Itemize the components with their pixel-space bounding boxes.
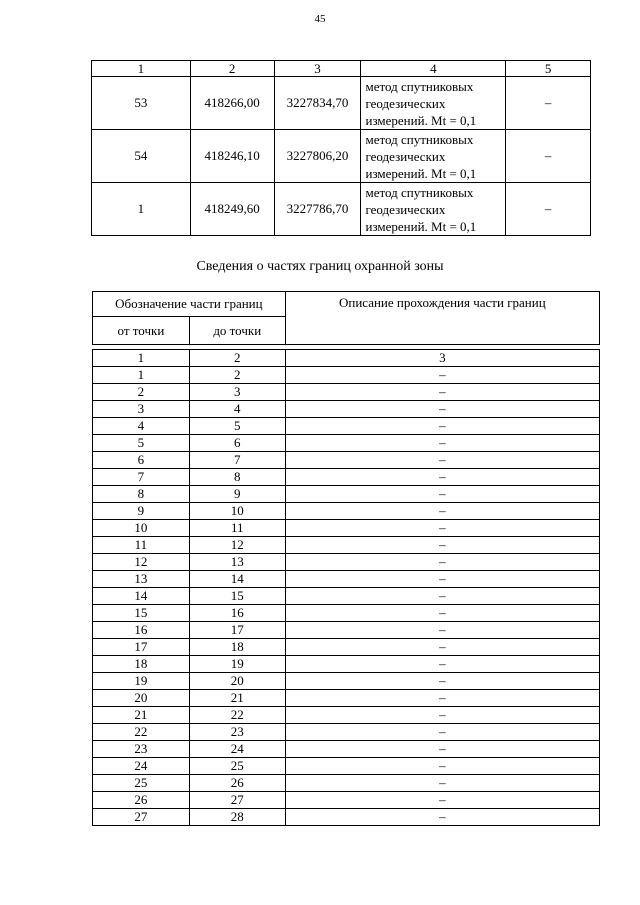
note-cell: –: [506, 183, 591, 236]
description: –: [285, 656, 599, 673]
from-point: 26: [93, 792, 190, 809]
from-point: 16: [93, 622, 190, 639]
from-point: 25: [93, 775, 190, 792]
description: –: [285, 605, 599, 622]
to-point: 11: [189, 520, 285, 537]
to-point: 18: [189, 639, 285, 656]
point-number: 1: [92, 183, 191, 236]
from-point: 11: [93, 537, 190, 554]
method-line: метод спутниковых: [365, 131, 474, 147]
coordinates-header-row: [92, 61, 591, 77]
method-line: измерений. Mt = 0,1: [365, 218, 477, 234]
from-point: 6: [93, 452, 190, 469]
table-row: [93, 452, 600, 469]
description: –: [285, 469, 599, 486]
table-row: [93, 622, 600, 639]
note-cell: –: [506, 77, 591, 130]
header-from-point: от точки: [93, 317, 190, 345]
to-point: 15: [189, 588, 285, 605]
description: –: [285, 418, 599, 435]
from-point: 10: [93, 520, 190, 537]
table-row: [93, 503, 600, 520]
table-row: [93, 792, 600, 809]
to-point: 6: [189, 435, 285, 452]
description: –: [285, 435, 599, 452]
description: –: [285, 690, 599, 707]
from-point: 27: [93, 809, 190, 826]
from-point: 7: [93, 469, 190, 486]
header-to-point: до точки: [189, 317, 285, 345]
description: –: [285, 809, 599, 826]
column-number-4: 4: [361, 61, 506, 77]
to-point: 25: [189, 758, 285, 775]
from-point: 1: [93, 367, 190, 384]
from-point: 4: [93, 418, 190, 435]
from-point: 8: [93, 486, 190, 503]
coordinate-y: 3227786,70: [274, 183, 361, 236]
column-number-3: 3: [285, 350, 599, 367]
table-row: [93, 469, 600, 486]
to-point: 23: [189, 724, 285, 741]
to-point: 9: [189, 486, 285, 503]
table-row: [93, 367, 600, 384]
table-row: [93, 588, 600, 605]
to-point: 7: [189, 452, 285, 469]
description: –: [285, 588, 599, 605]
coordinate-y: 3227806,20: [274, 130, 361, 183]
from-point: 17: [93, 639, 190, 656]
table-row: [93, 418, 600, 435]
to-point: 17: [189, 622, 285, 639]
to-point: 2: [189, 367, 285, 384]
table-row: [93, 384, 600, 401]
description: –: [285, 741, 599, 758]
coordinates-table: [91, 60, 591, 236]
to-point: 19: [189, 656, 285, 673]
point-number: 54: [92, 130, 191, 183]
table-row: [93, 571, 600, 588]
boundary-rows: [93, 367, 600, 826]
table-row: [93, 741, 600, 758]
to-point: 13: [189, 554, 285, 571]
from-point: 23: [93, 741, 190, 758]
from-point: 15: [93, 605, 190, 622]
from-point: 5: [93, 435, 190, 452]
description: –: [285, 554, 599, 571]
description: –: [285, 673, 599, 690]
column-number-2: 2: [189, 350, 285, 367]
table-row: [92, 130, 591, 183]
table-row: [93, 520, 600, 537]
description: –: [285, 775, 599, 792]
to-point: 14: [189, 571, 285, 588]
column-number-1: 1: [92, 61, 191, 77]
from-point: 20: [93, 690, 190, 707]
point-number: 53: [92, 77, 191, 130]
description: –: [285, 401, 599, 418]
method-line: геодезических: [365, 148, 446, 164]
header-description: Описание прохождения части границ: [285, 292, 599, 345]
table-row: [93, 605, 600, 622]
from-point: 12: [93, 554, 190, 571]
column-number-row: [93, 350, 600, 367]
description: –: [285, 384, 599, 401]
table-row: [92, 77, 591, 130]
method-cell: [361, 77, 506, 130]
table-row: [93, 537, 600, 554]
table-row: [93, 775, 600, 792]
description: –: [285, 367, 599, 384]
table-row: [93, 758, 600, 775]
section-title: Сведения о частях границ охранной зоны: [196, 259, 444, 274]
from-point: 14: [93, 588, 190, 605]
description: –: [285, 452, 599, 469]
table-row: [93, 724, 600, 741]
method-line: измерений. Mt = 0,1: [365, 165, 477, 181]
method-line: измерений. Mt = 0,1: [365, 112, 477, 128]
boundary-header-row: [93, 292, 600, 317]
table-row: [93, 486, 600, 503]
from-point: 21: [93, 707, 190, 724]
column-number-1: 1: [93, 350, 190, 367]
boundary-table: [92, 291, 600, 826]
description: –: [285, 758, 599, 775]
from-point: 9: [93, 503, 190, 520]
table-row: [93, 809, 600, 826]
description: –: [285, 537, 599, 554]
table-row: [93, 554, 600, 571]
from-point: 18: [93, 656, 190, 673]
table-row: [93, 690, 600, 707]
table-row: [92, 183, 591, 236]
to-point: 5: [189, 418, 285, 435]
to-point: 27: [189, 792, 285, 809]
page-number: 45: [314, 13, 326, 25]
to-point: 16: [189, 605, 285, 622]
column-number-3: 3: [274, 61, 361, 77]
from-point: 3: [93, 401, 190, 418]
to-point: 20: [189, 673, 285, 690]
table-row: [93, 435, 600, 452]
table-row: [93, 707, 600, 724]
description: –: [285, 503, 599, 520]
description: –: [285, 520, 599, 537]
coordinate-y: 3227834,70: [274, 77, 361, 130]
column-number-5: 5: [506, 61, 591, 77]
coordinate-x: 418249,60: [190, 183, 274, 236]
method-line: метод спутниковых: [365, 184, 474, 200]
description: –: [285, 486, 599, 503]
table-row: [93, 673, 600, 690]
coordinate-x: 418266,00: [190, 77, 274, 130]
to-point: 21: [189, 690, 285, 707]
to-point: 4: [189, 401, 285, 418]
table-row: [93, 401, 600, 418]
header-boundary-designation: Обозначение части границ: [93, 292, 286, 317]
from-point: 22: [93, 724, 190, 741]
description: –: [285, 792, 599, 809]
description: –: [285, 571, 599, 588]
column-number-2: 2: [190, 61, 274, 77]
from-point: 2: [93, 384, 190, 401]
table-row: [93, 656, 600, 673]
to-point: 24: [189, 741, 285, 758]
to-point: 28: [189, 809, 285, 826]
to-point: 8: [189, 469, 285, 486]
to-point: 3: [189, 384, 285, 401]
method-line: метод спутниковых: [365, 78, 474, 94]
to-point: 26: [189, 775, 285, 792]
description: –: [285, 622, 599, 639]
from-point: 13: [93, 571, 190, 588]
description: –: [285, 707, 599, 724]
description: –: [285, 724, 599, 741]
method-line: геодезических: [365, 95, 446, 111]
from-point: 24: [93, 758, 190, 775]
method-cell: [361, 183, 506, 236]
note-cell: –: [506, 130, 591, 183]
method-line: геодезических: [365, 201, 446, 217]
to-point: 12: [189, 537, 285, 554]
to-point: 22: [189, 707, 285, 724]
coordinate-x: 418246,10: [190, 130, 274, 183]
to-point: 10: [189, 503, 285, 520]
description: –: [285, 639, 599, 656]
from-point: 19: [93, 673, 190, 690]
table-row: [93, 639, 600, 656]
method-cell: [361, 130, 506, 183]
